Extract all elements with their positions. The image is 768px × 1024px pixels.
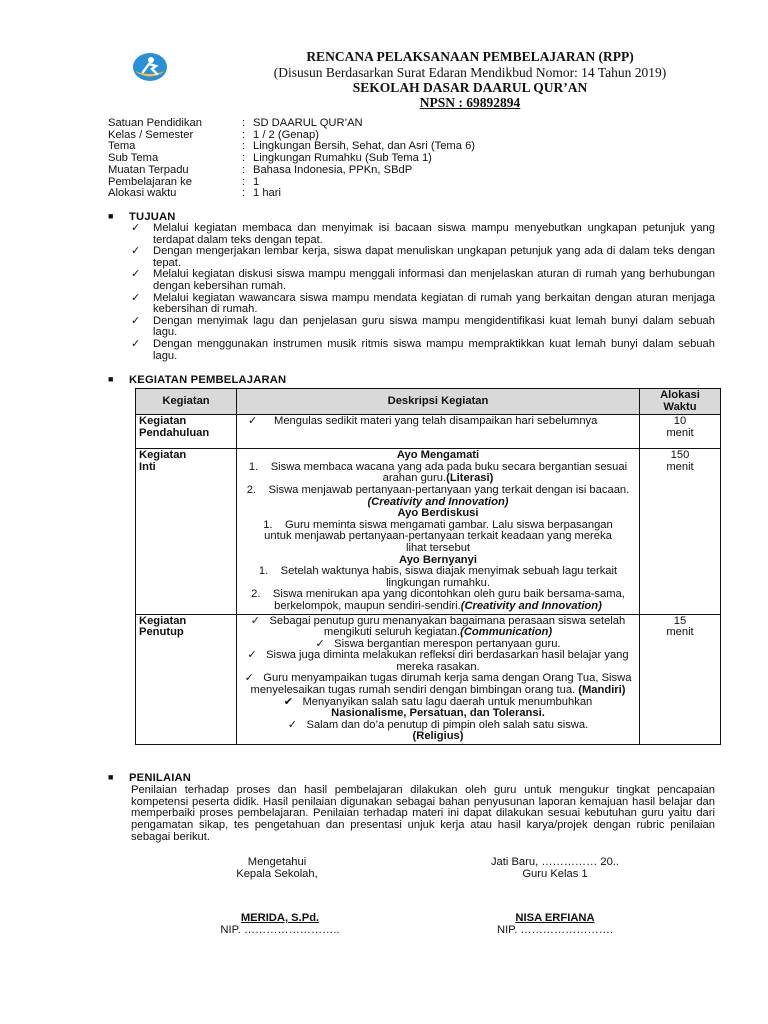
identity-label: Muatan Terpadu <box>108 163 189 176</box>
identity-label: Kelas / Semester <box>108 128 194 141</box>
identity-row: Tema : Lingkungan Bersih, Sehat, dan Asri (Tema 6) <box>108 140 476 153</box>
identity-row: Pembelajaran ke : 1 <box>108 177 475 189</box>
table-row <box>136 449 721 614</box>
list-item: ✓ Dengan mengerjakan lembar kerja, siswa dapat menuliskan ungkapan petunjuk yang ada di dalam teks dengan tepat. <box>131 245 715 269</box>
identity-label: Pembelajaran ke <box>108 175 192 188</box>
signature-left-header: Mengetahui Kepala Sekolah, <box>236 856 318 880</box>
identity-label: Alokasi waktu <box>108 187 177 200</box>
identity-row: Muatan Terpadu : Bahasa Indonesia, PPKn, SBdP <box>108 165 475 177</box>
row-label: Kegiatan Inti <box>136 449 237 614</box>
document-title: RENCANA PELAKSANAAN PEMBELAJARAN (RPP) <box>306 49 634 64</box>
identity-label: Satuan Pendidikan <box>108 117 202 129</box>
list-item: 2. Siswa menirukan apa yang dicontohkan oleh guru baik bersama-sama, berkelompok, maupun sendiri-sendiri.(Creativity and Innovation) <box>251 588 625 612</box>
col-deskripsi: Deskripsi Kegiatan <box>237 389 640 415</box>
check-icon: ✓ <box>247 649 257 662</box>
teacher-nip: NIP. ……………………. <box>496 924 614 936</box>
col-kegiatan: Kegiatan <box>136 389 237 415</box>
bullet-icon: ■ <box>108 211 114 221</box>
list-item: ✔ Menyanyikan salah satu lagu daerah untuk menumbuhkan Nasionalisme, Persatuan, dan Toleransi. <box>283 695 593 720</box>
tujuan-list <box>131 223 715 362</box>
identity-row: Alokasi waktu : 1 hari <box>108 188 475 200</box>
activity-heading: Ayo Mengamati <box>396 449 480 462</box>
check-icon: ✓ <box>244 672 254 685</box>
list-item: ✓ Siswa juga diminta melakukan refleksi diri berdasarkan hasil belajar yang mereka rasakan. <box>247 649 629 673</box>
check-icon: ✓ <box>131 245 141 258</box>
table-header-row <box>136 389 721 415</box>
kegiatan-table <box>135 388 721 745</box>
teacher-name: NISA ERFIANA <box>515 912 595 924</box>
col-waktu: Alokasi Waktu <box>640 389 721 415</box>
check-icon: ✓ <box>250 614 261 627</box>
identity-label: Tema <box>108 140 136 153</box>
section-kegiatan-heading: ■ KEGIATAN PEMBELAJARAN <box>108 374 287 386</box>
row-label: Kegiatan Penutup <box>136 614 237 745</box>
identity-value: Lingkungan Bersih, Sehat, dan Asri (Tema 6) <box>253 140 476 153</box>
check-icon: ✓ <box>131 337 141 350</box>
section-tujuan-heading: ■ TUJUAN <box>108 211 176 223</box>
bullet-icon: ■ <box>108 374 114 384</box>
npsn: NPSN : 69892894 <box>419 95 521 110</box>
list-item: 1. Guru meminta siswa mengamati gambar. Lalu siswa berpasangan untuk menjawab pertanyaan-pertanyaan terkait keadaan yang mereka lihat tersebut <box>263 518 613 554</box>
table-row <box>136 415 721 449</box>
check-icon: ✓ <box>315 637 325 650</box>
identity-label: Sub Tema <box>108 152 159 165</box>
list-item: 1. Siswa membaca wacana yang ada pada buku secara bergantian sesuai arahan guru.(Literasi) <box>248 460 628 485</box>
list-item: ✓ Salam dan do’a penutup di pimpin oleh salah satu siswa. (Religius) <box>287 718 589 743</box>
school-name: SEKOLAH DASAR DAARUL QUR’AN <box>352 80 588 95</box>
penilaian-text: Penilaian terhadap proses dan hasil pembelajaran dilakukan oleh guru untuk mengukur tingkat pencapaian kompetensi peserta didik. Hasil penilaian digunakan sebagai bahan penyusunan laporan kemajuan hasil belajar dan memperbaiki proses pembelajaran. Penilaian terhadap materi ini dapat dilakukan sesuai kebutuhan guru yaitu dari pengamatan sikap, tes pengetahuan dan presentasi unjuk kerja atau hasil karya/projek dengan rubric penilaian sebagai berikut. <box>131 784 715 843</box>
row-time: 10 menit <box>640 415 721 449</box>
identity-value: 1 <box>253 175 260 188</box>
identity-row: Sub Tema : Lingkungan Rumahku (Sub Tema 1) <box>108 153 475 165</box>
row-label: Kegiatan Pendahuluan <box>136 415 237 449</box>
activity-heading: Ayo Bernyanyi <box>399 553 477 566</box>
list-item: ✓ Dengan menggunakan instrumen musik ritmis siswa mampu mempraktikkan kuat lemah bunyi dalam sebuah lagu. <box>131 337 715 362</box>
document-subtitle: (Disusun Berdasarkan Surat Edaran Mendikbud Nomor: 14 Tahun 2019) <box>273 65 667 80</box>
list-item: ✓ Melalui kegiatan diskusi siswa mampu menggali informasi dan menjelaskan aturan di rumah yang berhubungan dengan kebersihan rumah. <box>131 268 715 292</box>
identity-value: Bahasa Indonesia, PPKn, SBdP <box>253 163 413 176</box>
row-time: 15 menit <box>640 614 721 745</box>
check-icon: ✔ <box>283 695 294 708</box>
list-item: ✓ Siswa bergantian merespon pertanyaan guru. <box>315 637 561 650</box>
identity-value: Lingkungan Rumahku (Sub Tema 1) <box>253 152 432 165</box>
row-description: ✓ Mengulas sedikit materi yang telah disampaikan hari sebelumnya <box>237 415 640 449</box>
list-item: ✓ Melalui kegiatan wawancara siswa mampu mendata kegiatan di rumah yang berkaitan dengan aturan menjaga kebersihan di rumah. <box>131 291 715 316</box>
row-time: 150 menit <box>640 449 721 614</box>
check-icon: ✓ <box>131 268 141 281</box>
principal-name: MERIDA, S.Pd. <box>240 912 320 924</box>
check-icon: ✓ <box>131 222 141 234</box>
school-logo <box>132 52 168 82</box>
identity-value: SD DAARUL QUR’AN <box>253 117 363 129</box>
check-icon: ✓ <box>131 314 141 327</box>
identity-table <box>108 118 475 200</box>
signature-right-header: Jati Baru, …………… 20.. Guru Kelas 1 <box>490 856 620 880</box>
check-icon: ✓ <box>131 291 141 304</box>
check-icon: ✓ <box>287 718 298 731</box>
identity-row: Satuan Pendidikan : SD DAARUL QUR’AN <box>108 118 475 130</box>
section-penilaian-heading: ■ PENILAIAN <box>108 772 192 784</box>
signature-left <box>200 912 360 936</box>
row-description <box>237 614 640 745</box>
list-item: ✓ Melalui kegiatan membaca dan menyimak isi bacaan siswa mampu menyebutkan ungkapan petunjuk yang terdapat dalam teks dengan tepat. <box>131 222 715 246</box>
signature-right <box>475 912 635 936</box>
check-icon: ✓ <box>248 415 258 428</box>
list-item: ✓ Guru menyampaikan tugas dirumah kerja sama dengan Orang Tua, Siswa menyelesaikan tugas rumah sendiri dengan bimbingan orang tua. (Mandiri) <box>244 672 632 697</box>
principal-nip: NIP. …………………….. <box>220 924 340 936</box>
list-item: 1. Setelah waktunya habis, siswa diajak menyimak sebuah lagu terkait lingkungan rumahku. <box>258 565 618 589</box>
list-item: ✓ Dengan menyimak lagu dan penjelasan guru siswa mampu mengidentifikasi kuat lemah bunyi dalam sebuah lagu. <box>131 314 715 339</box>
activity-heading: Ayo Berdiskusi <box>397 507 479 520</box>
identity-row: Kelas / Semester : 1 / 2 (Genap) <box>108 130 475 142</box>
row-description <box>237 449 640 614</box>
list-item: ✓ Sebagai penutup guru menanyakan bagaimana perasaan siswa setelah mengikuti seluruh kegiatan.(Communication) <box>250 614 626 639</box>
table-row <box>136 614 721 745</box>
identity-value: 1 / 2 (Genap) <box>253 128 319 141</box>
identity-value: 1 hari <box>253 187 281 200</box>
list-item: 2. Siswa menjawab pertanyaan-pertanyaan yang terkait dengan isi bacaan.(Creativity and Innovation) <box>246 483 630 508</box>
bullet-icon: ■ <box>108 772 114 782</box>
